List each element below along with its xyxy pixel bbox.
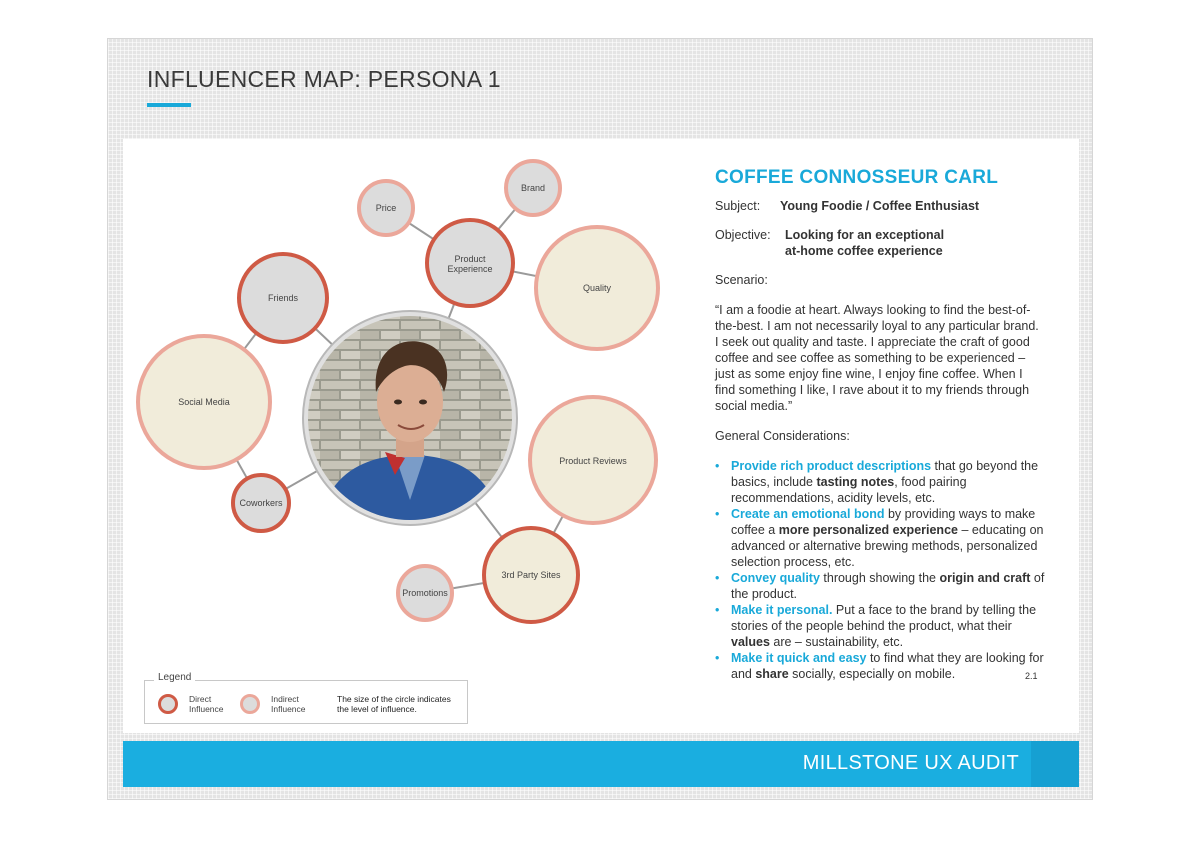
considerations-label: General Considerations:: [715, 429, 850, 443]
persona-details: [715, 167, 1045, 682]
direct-influence-swatch: [158, 694, 178, 714]
node-quality: [536, 227, 658, 349]
subject-label: Subject:: [715, 199, 761, 213]
node-label: Price: [375, 203, 397, 213]
indirect-influence-label: Indirect Influence: [271, 694, 306, 714]
node-label: Experience: [447, 264, 493, 274]
node-price: [359, 181, 413, 235]
node-product-reviews: [530, 397, 656, 523]
objective-label: Objective:: [715, 228, 771, 242]
list-item: • Create an emotional bond by providing ways to make coffee a more personalized experience – educating on advanced or alternative brewing methods, personalized selection process, etc.: [715, 506, 1045, 570]
node-brand: [506, 161, 560, 215]
node-label: Social Media: [178, 397, 230, 407]
scenario-quote: “I am a foodie at heart. Always looking to find the best-of-the-best. I am not necessarily loyal to any particular brand. I seek out quality and taste. I appreciate the craft of good coffee and see coffee as something to be experienced – just as some enjoy fine wine, I enjoy fine coffee. When I find something I like, I rave about it to my friends through social media.”: [715, 303, 1039, 413]
node-third-party-sites: [484, 528, 578, 622]
list-item: • Convey quality through showing the origin and craft of the product.: [715, 570, 1045, 602]
persona-photo: [300, 310, 520, 530]
node-promotions: [398, 566, 452, 620]
node-label: Quality: [582, 283, 612, 293]
node-friends: [239, 254, 327, 342]
indirect-influence-swatch: [240, 694, 260, 714]
direct-influence-label: Direct Influence: [189, 694, 224, 714]
page-number: 2.1: [1025, 671, 1038, 681]
footer-bar: [123, 741, 1079, 787]
objective-line: at-home coffee experience: [785, 244, 943, 258]
considerations-list: [715, 458, 1045, 682]
node-label: Friends: [267, 293, 299, 303]
list-item: • Make it quick and easy to find what they are looking for and share socially, especially on mobile.: [715, 650, 1045, 682]
node-label: 3rd Party Sites: [501, 570, 561, 580]
legend-title: Legend: [154, 672, 195, 683]
node-social-media: [138, 336, 270, 468]
persona-name: COFFEE CONNOSSEUR CARL: [715, 167, 999, 188]
node-label: Brand: [520, 183, 546, 193]
subject-value: Young Foodie / Coffee Enthusiast: [780, 199, 980, 213]
subject-row: [715, 198, 1045, 214]
node-coworkers: [233, 475, 289, 531]
node-label: Product Reviews: [559, 456, 627, 466]
node-product-experience: [427, 220, 513, 306]
objective-value: [785, 227, 944, 259]
footer-accent-block: [1031, 741, 1079, 787]
scenario-label: Scenario:: [715, 273, 768, 287]
objective-row: [715, 227, 1045, 259]
node-label: Product: [454, 254, 486, 264]
objective-line: Looking for an exceptional: [785, 228, 945, 242]
footer-title: MILLSTONE UX AUDIT: [802, 752, 1019, 774]
list-item: • Make it personal. Put a face to the brand by telling the stories of the people behind the product, what their values are – sustainability, etc.: [715, 602, 1045, 650]
node-label: Promotions: [402, 588, 448, 598]
page-title: INFLUENCER MAP: PERSONA 1: [147, 66, 501, 92]
node-label: Coworkers: [239, 498, 283, 508]
legend-note: The size of the circle indicates the level of influence.: [337, 694, 451, 714]
list-item: • Provide rich product descriptions that go beyond the basics, include tasting notes, food pairing recommendations, acidity levels, etc.: [715, 458, 1045, 506]
